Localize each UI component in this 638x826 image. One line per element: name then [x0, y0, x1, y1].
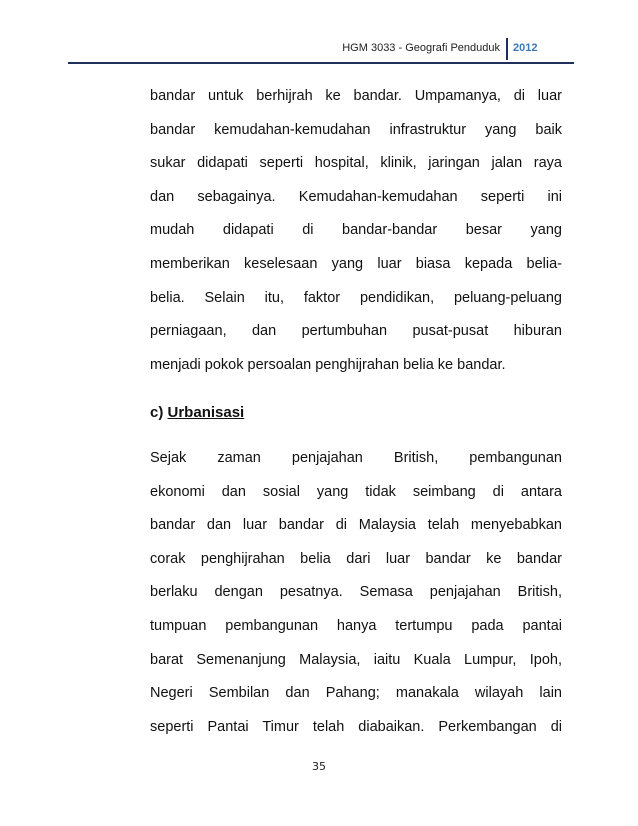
paragraph-line: Negeri Sembilan dan Pahang; manakala wilayah lain: [150, 685, 562, 702]
paragraph-line: berlaku dengan pesatnya. Semasa penjajahan British,: [150, 584, 562, 601]
paragraph-line: seperti Pantai Timur telah diabaikan. Perkembangan di: [150, 718, 562, 735]
paragraph-line: menjadi pokok persoalan penghijrahan belia ke bandar.: [150, 356, 506, 373]
paragraph-line: dan sebagainya. Kemudahan-kemudahan seperti ini: [150, 188, 562, 205]
paragraph-line: barat Semenanjung Malaysia, iaitu Kuala Lumpur, Ipoh,: [150, 651, 562, 668]
section-title: Urbanisasi: [167, 404, 245, 422]
header-rule: [68, 62, 574, 64]
paragraph-line: sukar didapati seperti hospital, klinik, jaringan jalan raya: [150, 155, 562, 172]
section-prefix: c): [150, 404, 164, 422]
section-heading: [150, 396, 562, 430]
paragraph-line: Sejak zaman penjajahan British, pembangunan: [150, 449, 562, 466]
paragraph-line: bandar dan luar bandar di Malaysia telah menyebabkan: [150, 517, 562, 534]
paragraph-line: tumpuan pembangunan hanya tertumpu pada pantai: [150, 617, 562, 634]
paragraph-line: corak penghijrahan belia dari luar bandar ke bandar: [150, 550, 562, 567]
page-body: [150, 80, 562, 744]
paragraph-1: [150, 80, 562, 382]
paragraph-line: ekonomi dan sosial yang tidak seimbang di antara: [150, 483, 562, 500]
paragraph-line: bandar untuk berhijrah ke bandar. Umpamanya, di luar: [150, 88, 562, 104]
page-header: [0, 38, 638, 62]
paragraph-line: belia. Selain itu, faktor pendidikan, peluang-peluang: [150, 289, 562, 306]
page-number: 35: [312, 760, 326, 773]
paragraph-line: bandar kemudahan-kemudahan infrastruktur yang baik: [150, 121, 562, 138]
header-year: 2012: [513, 42, 538, 54]
paragraph-line: mudah didapati di bandar-bandar besar yang: [150, 222, 562, 239]
header-separator: [506, 38, 508, 60]
paragraph-line: memberikan keselesaan yang luar biasa kepada belia-: [150, 255, 562, 272]
header-course-title: HGM 3033 - Geografi Penduduk: [342, 42, 500, 54]
paragraph-2: [150, 442, 562, 744]
paragraph-line: perniagaan, dan pertumbuhan pusat-pusat hiburan: [150, 323, 562, 340]
